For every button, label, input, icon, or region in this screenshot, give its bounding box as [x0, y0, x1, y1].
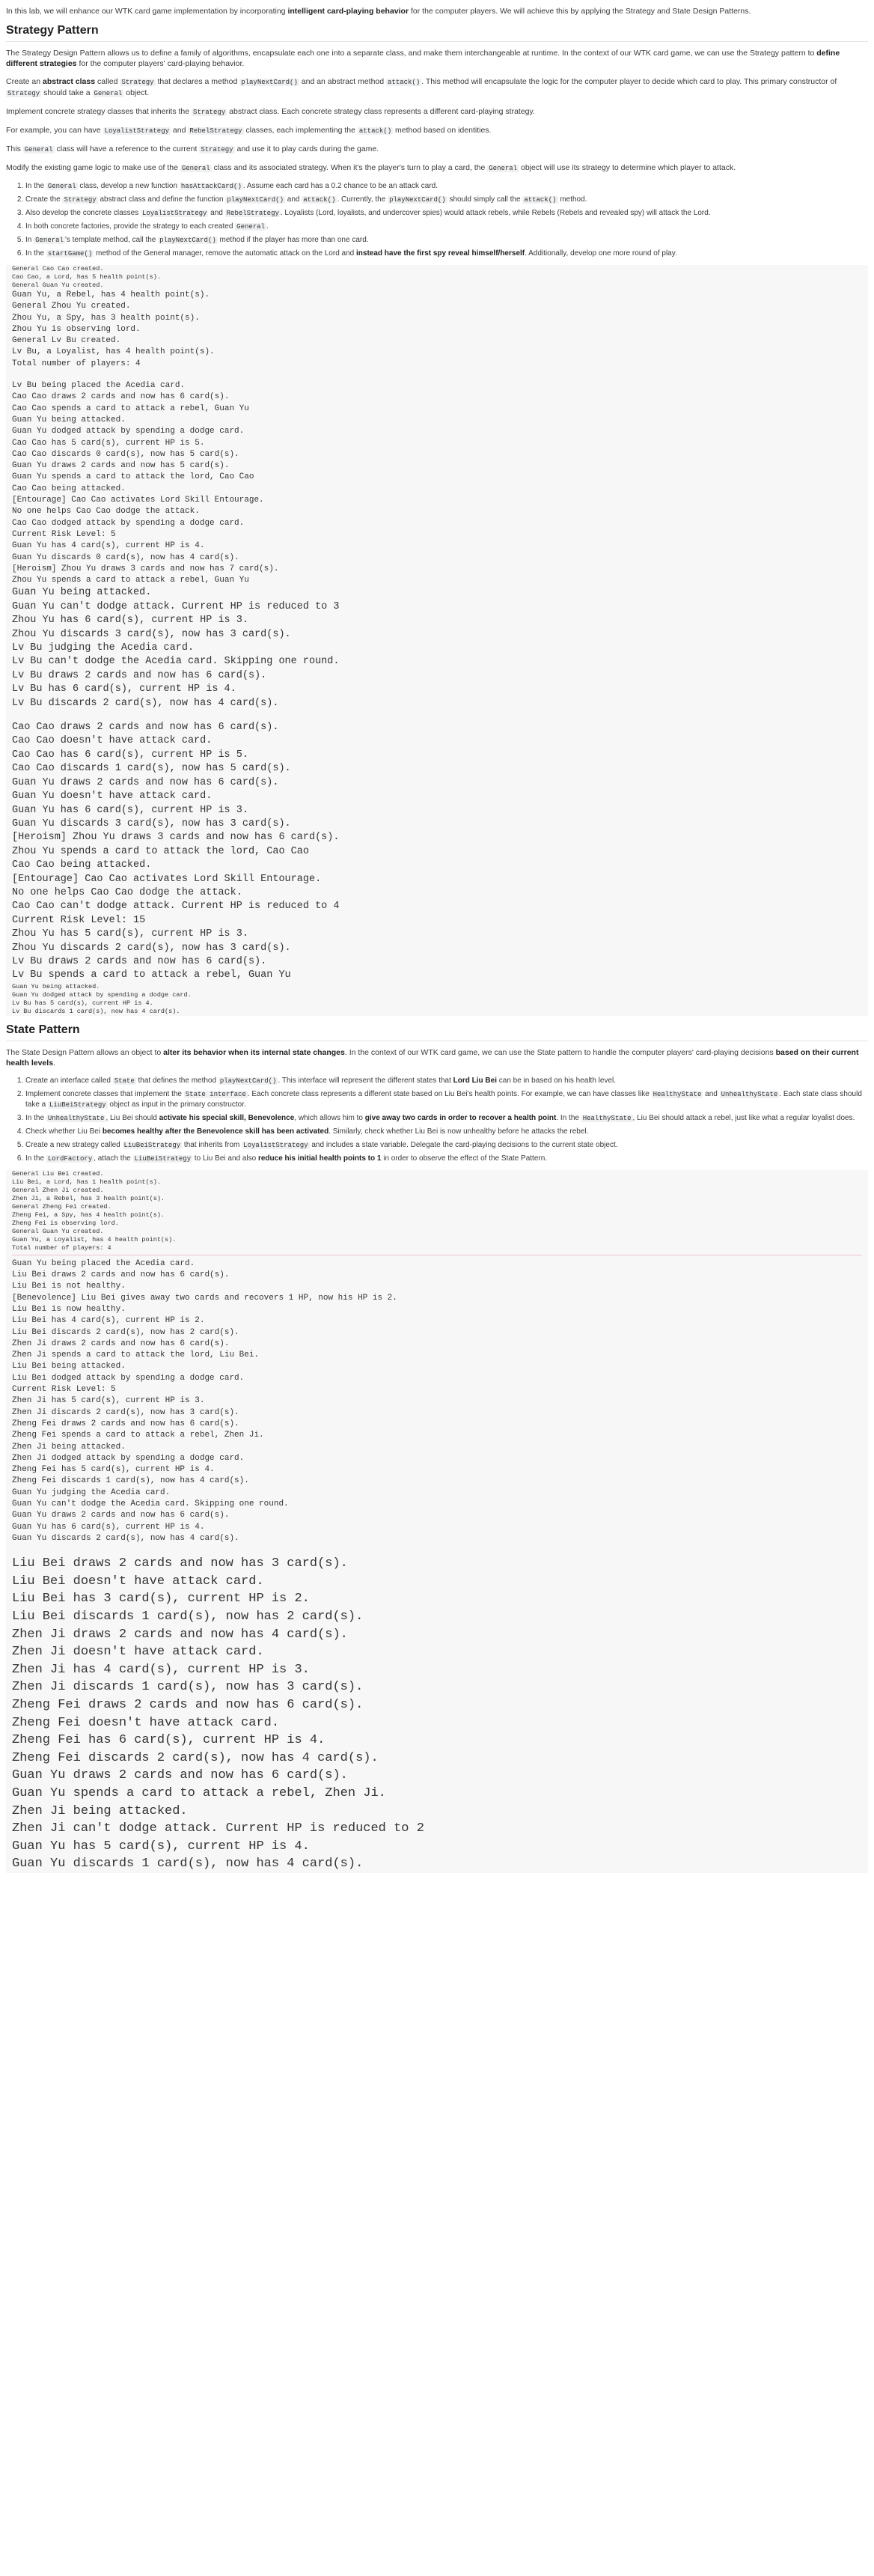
log-line: Liu Bei doesn't have attack card.: [12, 1574, 264, 1589]
log-line: Zhen Ji being attacked.: [12, 1442, 126, 1452]
log-line: Zheng Fei discards 2 card(s), now has 4 card(s).: [12, 1750, 379, 1765]
log-line: General Liu Bei created.: [12, 1169, 104, 1178]
intro-bold-text: intelligent card-playing behavior: [287, 7, 409, 16]
strategy-paragraph-3: Implement concrete strategy classes that inherits the Strategy abstract class. Each concrete strategy class represents a different card-playing strategy.: [6, 107, 535, 116]
log-line: Liu Bei is not healthy.: [12, 1282, 126, 1291]
log-line: [Heroism] Zhou Yu draws 3 cards and now has 7 card(s).: [12, 564, 279, 573]
log-line: Lv Bu discards 1 card(s), now has 4 card(s).: [12, 1007, 180, 1015]
log-line: Lv Bu has 6 card(s), current HP is 4.: [12, 683, 236, 695]
log-line: Cao Cao discards 1 card(s), now has 5 card(s).: [12, 763, 291, 775]
log-block: [12, 290, 862, 370]
log-line: Zhen Ji discards 2 card(s), now has 3 card(s).: [12, 1407, 239, 1417]
log-block: [12, 1258, 862, 1544]
state-output-log: [6, 1170, 868, 1873]
log-line: Liu Bei dodged attack by spending a dodge card.: [12, 1373, 245, 1383]
log-line: Guan Yu being placed the Acedia card.: [12, 1258, 195, 1268]
log-line: Guan Yu draws 2 cards and now has 6 card(s).: [12, 1511, 230, 1520]
log-line: Cao Cao discards 0 card(s), now has 5 card(s).: [12, 449, 239, 459]
log-line: Total number of players: 4: [12, 1243, 111, 1252]
log-line: Guan Yu discards 0 card(s), now has 4 card(s).: [12, 552, 239, 562]
log-line: Liu Bei has 3 card(s), current HP is 2.: [12, 1592, 310, 1607]
log-line: Zhen Ji draws 2 cards and now has 4 card(s).: [12, 1627, 348, 1642]
log-line: Guan Yu draws 2 cards and now has 6 card(s).: [12, 1768, 348, 1783]
log-line: Lv Bu being placed the Acedia card.: [12, 381, 186, 391]
log-line: General Zheng Fei created.: [12, 1202, 111, 1211]
log-block: [12, 265, 862, 290]
log-line: Zhen Ji can't dodge attack. Current HP is reduced to 2: [12, 1821, 424, 1836]
log-line: Cao Cao being attacked.: [12, 859, 152, 871]
list-item: 5. In General 's template method, call the playNextCard() method if the player has more than one card.: [25, 235, 868, 246]
log-line: Lv Bu can't dodge the Acedia card. Skipping one round.: [12, 656, 340, 668]
log-line: Cao Cao has 6 card(s), current HP is 5.: [12, 749, 248, 761]
state-paragraph-1: The State Design Pattern allows an object to alter its behavior when its internal state changes. In the context of our WTK card game, we can use the State pattern to handle the computer players' card-playing decisions based on their current health levels.: [6, 1047, 859, 1068]
log-line: Guan Yu can't dodge attack. Current HP is reduced to 3: [12, 600, 340, 612]
intro-text-end: for the computer players. We will achieve this by applying the Strategy and State Design Patterns.: [409, 7, 751, 16]
log-line: Zhen Ji spends a card to attack the lord, Liu Bei.: [12, 1351, 260, 1360]
log-line: Cao Cao has 5 card(s), current HP is 5.: [12, 438, 205, 448]
log-line: Zheng Fei has 6 card(s), current HP is 4.: [12, 1733, 326, 1748]
log-line: Lv Bu has 5 card(s), current HP is 4.: [12, 999, 153, 1007]
list-item: 4. In both concrete factories, provide the strategy to each created General .: [25, 222, 868, 232]
log-line: Cao Cao, a Lord, has 5 health point(s).: [12, 273, 161, 281]
log-line: Guan Yu draws 2 cards and now has 6 card(s).: [12, 776, 279, 788]
log-line: Current Risk Level: 5: [12, 529, 116, 539]
log-block: [12, 1170, 862, 1252]
intro-paragraph: [6, 6, 868, 16]
log-block: [12, 983, 862, 1016]
log-line: Guan Yu draws 2 cards and now has 5 card(s).: [12, 461, 230, 471]
log-line: Zhen Ji discards 1 card(s), now has 3 card(s).: [12, 1680, 364, 1695]
strategy-paragraph-2: Create an abstract class called Strategy that declares a method playNextCard() and an abstract method attack() . This method will encapsulate the logic for the computer player to decide which card to play. This primary constructor of Strategy should take a General object.: [6, 77, 837, 97]
log-line: Cao Cao can't dodge attack. Current HP is reduced to 4: [12, 901, 340, 913]
log-line: Zhen Ji has 4 card(s), current HP is 3.: [12, 1662, 310, 1677]
log-line: Current Risk Level: 15: [12, 914, 146, 926]
log-line: Guan Yu being attacked.: [12, 587, 152, 599]
list-item: 4. Check whether Liu Bei becomes healthy after the Benevolence skill has been activated. Similarly, check whether Liu Bei is now unhealthy before he attacks the rebel.: [25, 1127, 868, 1137]
log-line: Zhen Ji dodged attack by spending a dodge card.: [12, 1453, 245, 1463]
log-line: Zhou Yu is observing lord.: [12, 324, 141, 334]
log-line: Guan Yu has 4 card(s), current HP is 4.: [12, 541, 205, 551]
log-line: General Guan Yu created.: [12, 281, 104, 289]
log-line: Guan Yu, a Loyalist, has 4 health point(s).: [12, 1235, 177, 1243]
list-item: 1. In the General class, develop a new function hasAttackCard() . Assume each card has a 0.2 chance to be an attack card.: [25, 181, 868, 192]
log-block: [12, 1555, 862, 1873]
log-line: [Benevolence] Liu Bei gives away two cards and recovers 1 HP, now his HP is 2.: [12, 1293, 397, 1303]
log-line: Liu Bei draws 2 cards and now has 3 card(s).: [12, 1556, 348, 1571]
log-line: Guan Yu discards 3 card(s), now has 3 card(s).: [12, 817, 291, 829]
log-line: Zhou Yu has 5 card(s), current HP is 3.: [12, 928, 248, 940]
strategy-paragraph-6: Modify the existing game logic to make use of the General class and its associated strategy. When it's the player's turn to play a card, the General object will use its strategy to determine which player to attack.: [6, 163, 736, 172]
log-line: Guan Yu being attacked.: [12, 982, 100, 990]
log-block: [12, 721, 862, 983]
log-line: Zheng Fei has 5 card(s), current HP is 4.: [12, 1465, 215, 1475]
log-line: Lv Bu draws 2 cards and now has 6 card(s).: [12, 955, 267, 967]
log-line: Guan Yu has 6 card(s), current HP is 3.: [12, 804, 248, 816]
log-line: Zhou Yu, a Spy, has 3 health point(s).: [12, 313, 200, 323]
log-line: General Cao Cao created.: [12, 265, 104, 272]
log-line: Guan Yu has 5 card(s), current HP is 4.: [12, 1839, 310, 1854]
log-line: Guan Yu can't dodge the Acedia card. Skipping one round.: [12, 1499, 289, 1509]
log-line: Lv Bu judging the Acedia card.: [12, 642, 195, 654]
strategy-paragraph-1: The Strategy Design Pattern allows us to define a family of algorithms, encapsulate each one into a separate class, and make them interchangeable at runtime. In the context of our WTK card game, we can use the Strategy pattern to define different strategies for the computer players' card-playing behavior.: [6, 49, 840, 68]
log-line: Liu Bei has 4 card(s), current HP is 2.: [12, 1316, 205, 1326]
log-line: Zhen Ji, a Rebel, has 3 health point(s).: [12, 1194, 165, 1202]
list-item: 6. In the startGame() method of the General manager, remove the automatic attack on the Lord and instead have the first spy reveal himself/herself. Additionally, develop one more round of play.: [25, 249, 868, 259]
log-line: Guan Yu being attacked.: [12, 415, 126, 424]
log-line: Guan Yu spends a card to attack the lord, Cao Cao: [12, 472, 254, 482]
log-line: Zhen Ji has 5 card(s), current HP is 3.: [12, 1396, 205, 1406]
log-line: [Entourage] Cao Cao activates Lord Skill Entourage.: [12, 496, 264, 505]
log-line: Lv Bu spends a card to attack a rebel, Guan Yu: [12, 969, 291, 981]
log-line: Cao Cao draws 2 cards and now has 6 card(s).: [12, 722, 279, 734]
log-line: Guan Yu has 6 card(s), current HP is 4.: [12, 1522, 205, 1532]
log-line: Zheng Fei discards 1 card(s), now has 4 card(s).: [12, 1476, 249, 1486]
log-line: Cao Cao spends a card to attack a rebel, Guan Yu: [12, 404, 249, 413]
log-line: General Lv Bu created.: [12, 336, 121, 346]
list-item: 2. Create the Strategy abstract class and define the function playNextCard() and attack() . Currently, the playNextCard() should simply call the attack() method.: [25, 195, 868, 205]
strategy-output-log: [6, 265, 868, 1016]
log-line: [Heroism] Zhou Yu draws 3 cards and now has 6 card(s).: [12, 832, 340, 844]
log-line: Liu Bei discards 2 card(s), now has 2 card(s).: [12, 1327, 239, 1337]
state-heading: State Pattern: [6, 1023, 868, 1041]
log-line: Zhen Ji being attacked.: [12, 1803, 188, 1818]
log-line: Cao Cao draws 2 cards and now has 6 card(s).: [12, 392, 230, 402]
log-line: Lv Bu, a Loyalist, has 4 health point(s).: [12, 347, 215, 357]
log-line: Zhen Ji draws 2 cards and now has 6 card(s).: [12, 1339, 230, 1348]
log-line: Guan Yu, a Rebel, has 4 health point(s).: [12, 290, 210, 299]
log-line: Liu Bei being attacked.: [12, 1362, 126, 1371]
log-line: Current Risk Level: 5: [12, 1385, 116, 1395]
log-line: Zhou Yu spends a card to attack a rebel, Guan Yu: [12, 576, 249, 585]
log-line: Zhou Yu spends a card to attack the lord, Cao Cao: [12, 845, 309, 857]
log-line: Liu Bei, a Lord, has 1 health point(s).: [12, 1178, 161, 1186]
log-line: Guan Yu discards 1 card(s), now has 4 card(s).: [12, 1857, 364, 1872]
log-line: Guan Yu dodged attack by spending a dodge card.: [12, 427, 245, 436]
list-item: 3. Also develop the concrete classes LoyalistStrategy and RebelStrategy . Loyalists (Lord, loyalists, and undercover spies) would attack rebels, while Rebels (Rebels and revealed spy) will attack the Lord.: [25, 208, 868, 219]
list-item: 6. In the LordFactory , attach the LiuBeiStrategy to Liu Bei and also reduce his initial health points to 1 in order to observe the effect of the State Pattern.: [25, 1154, 868, 1164]
list-item: 2. Implement concrete classes that implement the State interface . Each concrete class represents a different state based on Liu Bei's health points. For example, we can have classes like HealthyState and UnhealthyState . Each state class should take a LiuBeiStrategy object as input in the primary constructor.: [25, 1089, 868, 1110]
log-line: Guan Yu discards 2 card(s), now has 4 card(s).: [12, 1533, 239, 1543]
log-line: Cao Cao being attacked.: [12, 484, 126, 493]
strategy-paragraph-4: For example, you can have LoyalistStrategy and RebelStrategy classes, each implementing the attack() method based on identities.: [6, 126, 492, 135]
log-line: [Entourage] Cao Cao activates Lord Skill Entourage.: [12, 873, 322, 885]
log-line: General Zhen Ji created.: [12, 1186, 104, 1194]
strategy-paragraph-5: This General class will have a reference to the current Strategy and use it to play cards during the game.: [6, 144, 379, 153]
log-line: Cao Cao doesn't have attack card.: [12, 735, 213, 747]
log-line: Guan Yu spends a card to attack a rebel, Zhen Ji.: [12, 1785, 386, 1800]
log-line: Zheng Fei spends a card to attack a rebel, Zhen Ji.: [12, 1431, 264, 1440]
log-line: Liu Bei is now healthy.: [12, 1304, 126, 1314]
log-line: Zhou Yu has 6 card(s), current HP is 3.: [12, 615, 248, 627]
list-item: 5. Create a new strategy called LiuBeiStrategy that inherits from LoyalistStrategy and includes a state variable. Delegate the card-playing decisions to the current state object.: [25, 1140, 868, 1151]
log-line: Guan Yu dodged attack by spending a dodge card.: [12, 990, 192, 999]
log-line: Guan Yu judging the Acedia card.: [12, 1488, 171, 1497]
log-line: Lv Bu discards 2 card(s), now has 4 card(s).: [12, 697, 279, 709]
log-line: Guan Yu doesn't have attack card.: [12, 791, 213, 803]
strategy-heading: Strategy Pattern: [6, 24, 868, 42]
log-line: Zheng Fei, a Spy, has 4 health point(s).: [12, 1211, 165, 1219]
strategy-steps-list: [6, 181, 868, 259]
log-line: Lv Bu draws 2 cards and now has 6 card(s).: [12, 669, 267, 681]
intro-text: In this lab, we will enhance our WTK card game implementation by incorporating: [6, 7, 288, 16]
log-line: No one helps Cao Cao dodge the attack.: [12, 886, 242, 898]
log-line: Zhou Yu discards 3 card(s), now has 3 card(s).: [12, 628, 291, 640]
log-line: Zheng Fei draws 2 cards and now has 6 card(s).: [12, 1419, 239, 1428]
log-line: No one helps Cao Cao dodge the attack.: [12, 507, 200, 517]
state-steps-list: [6, 1076, 868, 1164]
log-line: Liu Bei draws 2 cards and now has 6 card(s).: [12, 1270, 230, 1280]
log-line: Liu Bei discards 1 card(s), now has 2 card(s).: [12, 1610, 364, 1624]
log-line: General Zhou Yu created.: [12, 302, 131, 311]
log-line: Zhen Ji doesn't have attack card.: [12, 1645, 264, 1660]
list-item: 1. Create an interface called State that defines the method playNextCard() . This interface will represent the different states that Lord Liu Bei can be in based on his health level.: [25, 1076, 868, 1086]
log-block: [12, 380, 862, 586]
log-line: General Guan Yu created.: [12, 1227, 104, 1235]
list-item: 3. In the UnhealthyState , Liu Bei should activate his special skill, Benevolence, which allows him to give away two cards in order to recover a health point. In the HealthyState , Liu Bei should attack a rebel, just like what a regular loyalist does.: [25, 1113, 868, 1124]
log-block: [12, 586, 862, 710]
log-line: Zheng Fei doesn't have attack card.: [12, 1715, 280, 1730]
log-line: Cao Cao dodged attack by spending a dodge card.: [12, 518, 245, 528]
log-line: Zhou Yu discards 2 card(s), now has 3 card(s).: [12, 942, 291, 954]
log-line: Zheng Fei is observing lord.: [12, 1219, 119, 1227]
log-line: Zheng Fei draws 2 cards and now has 6 card(s).: [12, 1697, 364, 1712]
log-line: Total number of players: 4: [12, 359, 141, 368]
